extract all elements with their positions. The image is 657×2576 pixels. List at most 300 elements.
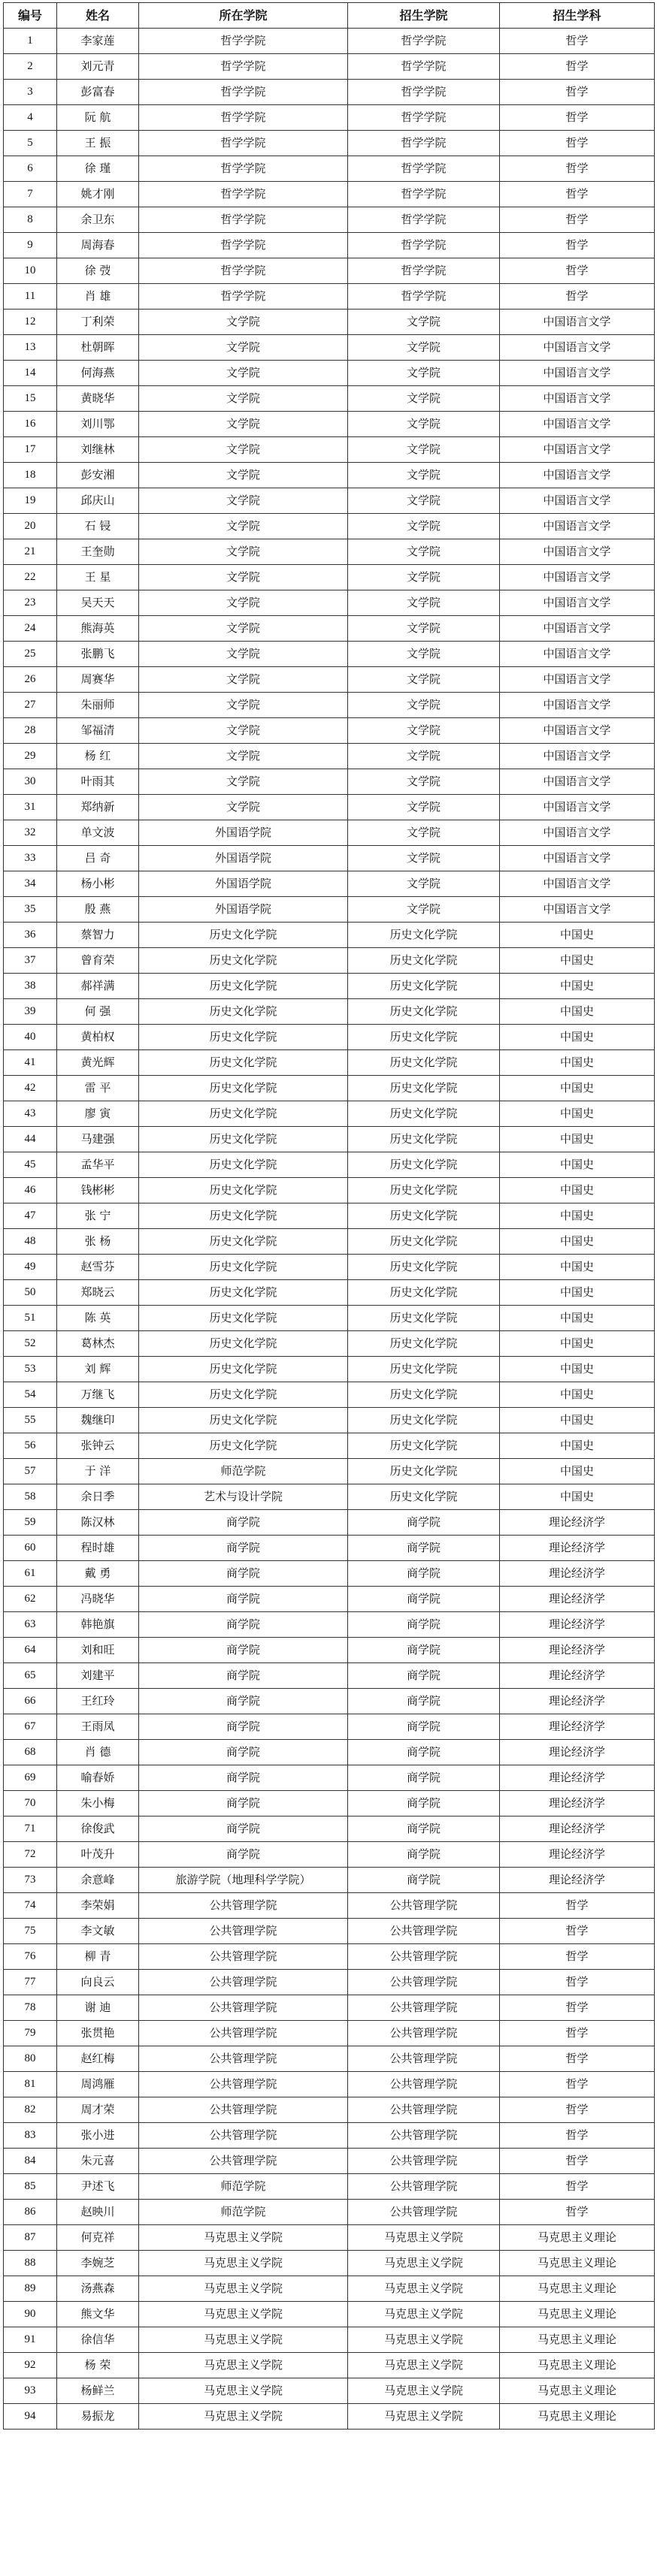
cell-id: 61 — [4, 1561, 57, 1587]
cell-name: 汤燕森 — [57, 2276, 139, 2302]
cell-name: 张 宁 — [57, 1203, 139, 1229]
cell-home-college: 历史文化学院 — [139, 948, 348, 974]
cell-id: 58 — [4, 1484, 57, 1510]
cell-discipline: 哲学 — [500, 29, 655, 54]
table-row — [4, 718, 655, 744]
cell-enrolling-college: 商学院 — [348, 1510, 500, 1536]
cell-discipline: 理论经济学 — [500, 1842, 655, 1868]
cell-discipline: 中国语言文学 — [500, 310, 655, 335]
cell-name: 王红玲 — [57, 1689, 139, 1714]
table-row — [4, 80, 655, 105]
table-row — [4, 1995, 655, 2021]
table-row — [4, 2072, 655, 2097]
cell-discipline: 中国语言文学 — [500, 361, 655, 386]
cell-home-college: 历史文化学院 — [139, 1050, 348, 1076]
cell-discipline: 中国语言文学 — [500, 386, 655, 412]
cell-home-college: 历史文化学院 — [139, 1127, 348, 1152]
cell-id: 66 — [4, 1689, 57, 1714]
table-row — [4, 1357, 655, 1382]
cell-name: 黄光辉 — [57, 1050, 139, 1076]
cell-home-college: 历史文化学院 — [139, 1382, 348, 1408]
table-row — [4, 386, 655, 412]
table-row — [4, 2046, 655, 2072]
cell-name: 余意峰 — [57, 1868, 139, 1893]
table-row — [4, 1791, 655, 1816]
cell-discipline: 理论经济学 — [500, 1689, 655, 1714]
cell-home-college: 历史文化学院 — [139, 1229, 348, 1255]
cell-id: 41 — [4, 1050, 57, 1076]
table-row — [4, 1255, 655, 1280]
cell-name: 郑晓云 — [57, 1280, 139, 1306]
cell-discipline: 中国语言文学 — [500, 693, 655, 718]
cell-id: 40 — [4, 1025, 57, 1050]
table-row — [4, 1612, 655, 1638]
table-row — [4, 820, 655, 846]
cell-enrolling-college: 公共管理学院 — [348, 1970, 500, 1995]
cell-discipline: 哲学 — [500, 156, 655, 182]
cell-home-college: 外国语学院 — [139, 820, 348, 846]
table-row — [4, 2327, 655, 2353]
table-row — [4, 335, 655, 361]
table-row — [4, 2149, 655, 2174]
cell-name: 冯晓华 — [57, 1587, 139, 1612]
table-row — [4, 1868, 655, 1893]
cell-discipline: 理论经济学 — [500, 1536, 655, 1561]
table-row — [4, 1127, 655, 1152]
table-body — [4, 29, 655, 2430]
cell-enrolling-college: 文学院 — [348, 463, 500, 488]
cell-enrolling-college: 哲学学院 — [348, 284, 500, 310]
cell-discipline: 哲学 — [500, 2174, 655, 2200]
table-row — [4, 1152, 655, 1178]
cell-id: 27 — [4, 693, 57, 718]
cell-id: 8 — [4, 207, 57, 233]
cell-id: 10 — [4, 258, 57, 284]
cell-name: 杜朝晖 — [57, 335, 139, 361]
cell-enrolling-college: 文学院 — [348, 412, 500, 437]
cell-discipline: 中国史 — [500, 1408, 655, 1433]
table-row — [4, 1663, 655, 1689]
cell-discipline: 理论经济学 — [500, 1663, 655, 1689]
cell-enrolling-college: 文学院 — [348, 871, 500, 897]
cell-home-college: 历史文化学院 — [139, 1331, 348, 1357]
cell-id: 5 — [4, 131, 57, 156]
table-row — [4, 1331, 655, 1357]
table-row — [4, 1740, 655, 1765]
cell-name: 王 星 — [57, 565, 139, 590]
table-row — [4, 667, 655, 693]
cell-enrolling-college: 历史文化学院 — [348, 1306, 500, 1331]
cell-name: 刘继林 — [57, 437, 139, 463]
cell-enrolling-college: 历史文化学院 — [348, 948, 500, 974]
cell-home-college: 商学院 — [139, 1765, 348, 1791]
cell-name: 张小进 — [57, 2123, 139, 2149]
table-row — [4, 2021, 655, 2046]
cell-discipline: 中国史 — [500, 1178, 655, 1203]
cell-name: 叶雨其 — [57, 769, 139, 795]
cell-enrolling-college: 马克思主义学院 — [348, 2353, 500, 2378]
cell-id: 2 — [4, 54, 57, 80]
table-row — [4, 1536, 655, 1561]
table-row — [4, 2123, 655, 2149]
cell-discipline: 哲学 — [500, 207, 655, 233]
table-row — [4, 2378, 655, 2404]
cell-id: 3 — [4, 80, 57, 105]
table-row — [4, 2225, 655, 2251]
table-row — [4, 258, 655, 284]
cell-enrolling-college: 哲学学院 — [348, 258, 500, 284]
cell-enrolling-college: 哲学学院 — [348, 182, 500, 207]
cell-name: 曾育荣 — [57, 948, 139, 974]
cell-discipline: 中国语言文学 — [500, 565, 655, 590]
cell-discipline: 中国语言文学 — [500, 539, 655, 565]
cell-enrolling-college: 公共管理学院 — [348, 2021, 500, 2046]
cell-enrolling-college: 哲学学院 — [348, 207, 500, 233]
cell-home-college: 文学院 — [139, 386, 348, 412]
cell-discipline: 中国语言文学 — [500, 820, 655, 846]
cell-id: 52 — [4, 1331, 57, 1357]
cell-enrolling-college: 文学院 — [348, 769, 500, 795]
cell-home-college: 商学院 — [139, 1689, 348, 1714]
cell-name: 蔡智力 — [57, 923, 139, 948]
cell-name: 徐 弢 — [57, 258, 139, 284]
cell-id: 90 — [4, 2302, 57, 2327]
cell-id: 17 — [4, 437, 57, 463]
cell-home-college: 文学院 — [139, 769, 348, 795]
cell-home-college: 商学院 — [139, 1561, 348, 1587]
cell-home-college: 公共管理学院 — [139, 2072, 348, 2097]
cell-name: 刘 辉 — [57, 1357, 139, 1382]
cell-id: 6 — [4, 156, 57, 182]
cell-home-college: 公共管理学院 — [139, 2021, 348, 2046]
cell-discipline: 中国史 — [500, 1076, 655, 1101]
cell-discipline: 中国史 — [500, 1203, 655, 1229]
cell-discipline: 理论经济学 — [500, 1714, 655, 1740]
cell-home-college: 商学院 — [139, 1740, 348, 1765]
cell-enrolling-college: 文学院 — [348, 642, 500, 667]
cell-enrolling-college: 历史文化学院 — [348, 1203, 500, 1229]
cell-name: 徐 瑾 — [57, 156, 139, 182]
cell-name: 张 杨 — [57, 1229, 139, 1255]
cell-name: 邹福清 — [57, 718, 139, 744]
table-row — [4, 1689, 655, 1714]
cell-id: 56 — [4, 1433, 57, 1459]
table-row — [4, 1765, 655, 1791]
cell-id: 26 — [4, 667, 57, 693]
cell-home-college: 文学院 — [139, 718, 348, 744]
cell-id: 44 — [4, 1127, 57, 1152]
cell-name: 钱彬彬 — [57, 1178, 139, 1203]
cell-id: 67 — [4, 1714, 57, 1740]
header-home-college: 所在学院 — [139, 3, 348, 29]
cell-name: 戴 勇 — [57, 1561, 139, 1587]
table-row — [4, 361, 655, 386]
cell-home-college: 历史文化学院 — [139, 1101, 348, 1127]
cell-home-college: 文学院 — [139, 361, 348, 386]
cell-id: 60 — [4, 1536, 57, 1561]
cell-id: 94 — [4, 2404, 57, 2430]
table-row — [4, 2200, 655, 2225]
cell-home-college: 文学院 — [139, 463, 348, 488]
table-row — [4, 2404, 655, 2430]
cell-name: 周海春 — [57, 233, 139, 258]
cell-enrolling-college: 历史文化学院 — [348, 974, 500, 999]
cell-discipline: 中国语言文学 — [500, 412, 655, 437]
cell-name: 程时雄 — [57, 1536, 139, 1561]
cell-enrolling-college: 历史文化学院 — [348, 1459, 500, 1484]
table-row — [4, 1025, 655, 1050]
cell-home-college: 哲学学院 — [139, 105, 348, 131]
cell-id: 7 — [4, 182, 57, 207]
cell-enrolling-college: 马克思主义学院 — [348, 2225, 500, 2251]
cell-id: 29 — [4, 744, 57, 769]
cell-id: 59 — [4, 1510, 57, 1536]
cell-home-college: 外国语学院 — [139, 871, 348, 897]
cell-enrolling-college: 商学院 — [348, 1536, 500, 1561]
cell-discipline: 中国史 — [500, 1025, 655, 1050]
cell-id: 45 — [4, 1152, 57, 1178]
cell-name: 赵雪芬 — [57, 1255, 139, 1280]
cell-home-college: 哲学学院 — [139, 29, 348, 54]
cell-enrolling-college: 公共管理学院 — [348, 2149, 500, 2174]
cell-discipline: 中国语言文学 — [500, 769, 655, 795]
cell-discipline: 中国语言文学 — [500, 335, 655, 361]
cell-id: 9 — [4, 233, 57, 258]
cell-id: 55 — [4, 1408, 57, 1433]
cell-discipline: 中国史 — [500, 1484, 655, 1510]
cell-name: 李婉芝 — [57, 2251, 139, 2276]
cell-discipline: 中国语言文学 — [500, 795, 655, 820]
cell-home-college: 历史文化学院 — [139, 1152, 348, 1178]
cell-home-college: 历史文化学院 — [139, 1025, 348, 1050]
cell-enrolling-college: 文学院 — [348, 437, 500, 463]
cell-home-college: 师范学院 — [139, 2200, 348, 2225]
cell-name: 朱元喜 — [57, 2149, 139, 2174]
cell-name: 彭安湘 — [57, 463, 139, 488]
cell-enrolling-college: 历史文化学院 — [348, 1255, 500, 1280]
cell-discipline: 哲学 — [500, 105, 655, 131]
cell-enrolling-college: 历史文化学院 — [348, 1025, 500, 1050]
cell-home-college: 外国语学院 — [139, 846, 348, 871]
cell-home-college: 公共管理学院 — [139, 2123, 348, 2149]
cell-home-college: 商学院 — [139, 1842, 348, 1868]
cell-home-college: 文学院 — [139, 590, 348, 616]
cell-id: 82 — [4, 2097, 57, 2123]
cell-id: 21 — [4, 539, 57, 565]
cell-discipline: 理论经济学 — [500, 1510, 655, 1536]
cell-name: 向良云 — [57, 1970, 139, 1995]
cell-discipline: 中国语言文学 — [500, 514, 655, 539]
cell-id: 62 — [4, 1587, 57, 1612]
cell-id: 43 — [4, 1101, 57, 1127]
cell-discipline: 哲学 — [500, 2046, 655, 2072]
cell-home-college: 哲学学院 — [139, 182, 348, 207]
cell-discipline: 马克思主义理论 — [500, 2353, 655, 2378]
cell-discipline: 哲学 — [500, 1995, 655, 2021]
table-row — [4, 1587, 655, 1612]
cell-home-college: 公共管理学院 — [139, 1970, 348, 1995]
cell-home-college: 历史文化学院 — [139, 974, 348, 999]
cell-home-college: 师范学院 — [139, 1459, 348, 1484]
cell-enrolling-college: 历史文化学院 — [348, 999, 500, 1025]
cell-discipline: 哲学 — [500, 284, 655, 310]
cell-home-college: 哲学学院 — [139, 131, 348, 156]
cell-enrolling-college: 历史文化学院 — [348, 1050, 500, 1076]
cell-name: 郑纳新 — [57, 795, 139, 820]
cell-id: 4 — [4, 105, 57, 131]
table-row — [4, 233, 655, 258]
cell-discipline: 哲学 — [500, 2123, 655, 2149]
cell-enrolling-college: 文学院 — [348, 565, 500, 590]
cell-discipline: 中国语言文学 — [500, 616, 655, 642]
table-row — [4, 1229, 655, 1255]
cell-enrolling-college: 历史文化学院 — [348, 1178, 500, 1203]
cell-discipline: 理论经济学 — [500, 1765, 655, 1791]
cell-home-college: 商学院 — [139, 1816, 348, 1842]
table-row — [4, 1638, 655, 1663]
table-row — [4, 182, 655, 207]
header-name: 姓名 — [57, 3, 139, 29]
cell-discipline: 哲学 — [500, 258, 655, 284]
cell-name: 赵红梅 — [57, 2046, 139, 2072]
cell-discipline: 中国语言文学 — [500, 667, 655, 693]
cell-discipline: 哲学 — [500, 182, 655, 207]
cell-enrolling-college: 文学院 — [348, 539, 500, 565]
cell-enrolling-college: 马克思主义学院 — [348, 2327, 500, 2353]
cell-id: 51 — [4, 1306, 57, 1331]
cell-name: 廖 寅 — [57, 1101, 139, 1127]
cell-discipline: 中国史 — [500, 999, 655, 1025]
cell-enrolling-college: 文学院 — [348, 820, 500, 846]
table-row — [4, 1893, 655, 1919]
cell-id: 70 — [4, 1791, 57, 1816]
cell-home-college: 哲学学院 — [139, 80, 348, 105]
cell-name: 周才荣 — [57, 2097, 139, 2123]
cell-id: 63 — [4, 1612, 57, 1638]
cell-home-college: 公共管理学院 — [139, 1995, 348, 2021]
cell-id: 34 — [4, 871, 57, 897]
cell-name: 陈 英 — [57, 1306, 139, 1331]
cell-name: 喻春娇 — [57, 1765, 139, 1791]
cell-id: 18 — [4, 463, 57, 488]
cell-id: 65 — [4, 1663, 57, 1689]
cell-home-college: 历史文化学院 — [139, 1306, 348, 1331]
cell-home-college: 商学院 — [139, 1663, 348, 1689]
cell-discipline: 马克思主义理论 — [500, 2302, 655, 2327]
cell-id: 39 — [4, 999, 57, 1025]
cell-enrolling-college: 马克思主义学院 — [348, 2302, 500, 2327]
table-row — [4, 2251, 655, 2276]
table-row — [4, 1842, 655, 1868]
cell-id: 84 — [4, 2149, 57, 2174]
cell-id: 87 — [4, 2225, 57, 2251]
cell-discipline: 中国语言文学 — [500, 488, 655, 514]
cell-home-college: 历史文化学院 — [139, 1280, 348, 1306]
cell-enrolling-college: 文学院 — [348, 514, 500, 539]
table-row — [4, 999, 655, 1025]
cell-name: 朱丽师 — [57, 693, 139, 718]
cell-id: 33 — [4, 846, 57, 871]
cell-discipline: 哲学 — [500, 54, 655, 80]
cell-id: 28 — [4, 718, 57, 744]
cell-id: 92 — [4, 2353, 57, 2378]
cell-name: 马建强 — [57, 1127, 139, 1152]
cell-id: 16 — [4, 412, 57, 437]
cell-home-college: 马克思主义学院 — [139, 2378, 348, 2404]
cell-enrolling-college: 历史文化学院 — [348, 1152, 500, 1178]
cell-name: 葛林杰 — [57, 1331, 139, 1357]
cell-home-college: 文学院 — [139, 412, 348, 437]
cell-discipline: 中国语言文学 — [500, 871, 655, 897]
cell-discipline: 中国史 — [500, 948, 655, 974]
cell-name: 姚才刚 — [57, 182, 139, 207]
cell-id: 79 — [4, 2021, 57, 2046]
cell-name: 彭富春 — [57, 80, 139, 105]
cell-enrolling-college: 公共管理学院 — [348, 2123, 500, 2149]
table-row — [4, 1076, 655, 1101]
cell-discipline: 理论经济学 — [500, 1740, 655, 1765]
cell-discipline: 中国史 — [500, 1280, 655, 1306]
table-row — [4, 488, 655, 514]
cell-name: 何海燕 — [57, 361, 139, 386]
cell-discipline: 马克思主义理论 — [500, 2225, 655, 2251]
cell-home-college: 文学院 — [139, 335, 348, 361]
table-row — [4, 131, 655, 156]
cell-name: 余卫东 — [57, 207, 139, 233]
cell-enrolling-college: 商学院 — [348, 1868, 500, 1893]
cell-name: 熊文华 — [57, 2302, 139, 2327]
cell-discipline: 哲学 — [500, 2200, 655, 2225]
table-row — [4, 974, 655, 999]
cell-enrolling-college: 商学院 — [348, 1561, 500, 1587]
cell-enrolling-college: 马克思主义学院 — [348, 2404, 500, 2430]
cell-name: 丁利荣 — [57, 310, 139, 335]
cell-enrolling-college: 历史文化学院 — [348, 1331, 500, 1357]
table-row — [4, 2174, 655, 2200]
cell-discipline: 哲学 — [500, 2021, 655, 2046]
table-row — [4, 1970, 655, 1995]
cell-home-college: 公共管理学院 — [139, 2097, 348, 2123]
cell-id: 53 — [4, 1357, 57, 1382]
cell-enrolling-college: 文学院 — [348, 795, 500, 820]
cell-id: 23 — [4, 590, 57, 616]
cell-home-college: 文学院 — [139, 514, 348, 539]
header-id: 编号 — [4, 3, 57, 29]
cell-home-college: 历史文化学院 — [139, 923, 348, 948]
cell-discipline: 中国史 — [500, 1255, 655, 1280]
cell-discipline: 中国史 — [500, 1050, 655, 1076]
cell-enrolling-college: 文学院 — [348, 667, 500, 693]
cell-enrolling-college: 公共管理学院 — [348, 2097, 500, 2123]
cell-name: 吕 奇 — [57, 846, 139, 871]
cell-enrolling-college: 公共管理学院 — [348, 2174, 500, 2200]
table-row — [4, 2353, 655, 2378]
cell-enrolling-college: 商学院 — [348, 1638, 500, 1663]
table-row — [4, 616, 655, 642]
cell-discipline: 中国史 — [500, 1229, 655, 1255]
cell-discipline: 哲学 — [500, 1970, 655, 1995]
cell-enrolling-college: 文学院 — [348, 488, 500, 514]
table-row — [4, 1919, 655, 1944]
cell-home-college: 历史文化学院 — [139, 1178, 348, 1203]
cell-name: 杨鲜兰 — [57, 2378, 139, 2404]
cell-name: 周鸿雁 — [57, 2072, 139, 2097]
cell-discipline: 中国语言文学 — [500, 590, 655, 616]
cell-name: 杨 红 — [57, 744, 139, 769]
cell-id: 36 — [4, 923, 57, 948]
cell-enrolling-college: 文学院 — [348, 590, 500, 616]
cell-name: 殷 燕 — [57, 897, 139, 923]
